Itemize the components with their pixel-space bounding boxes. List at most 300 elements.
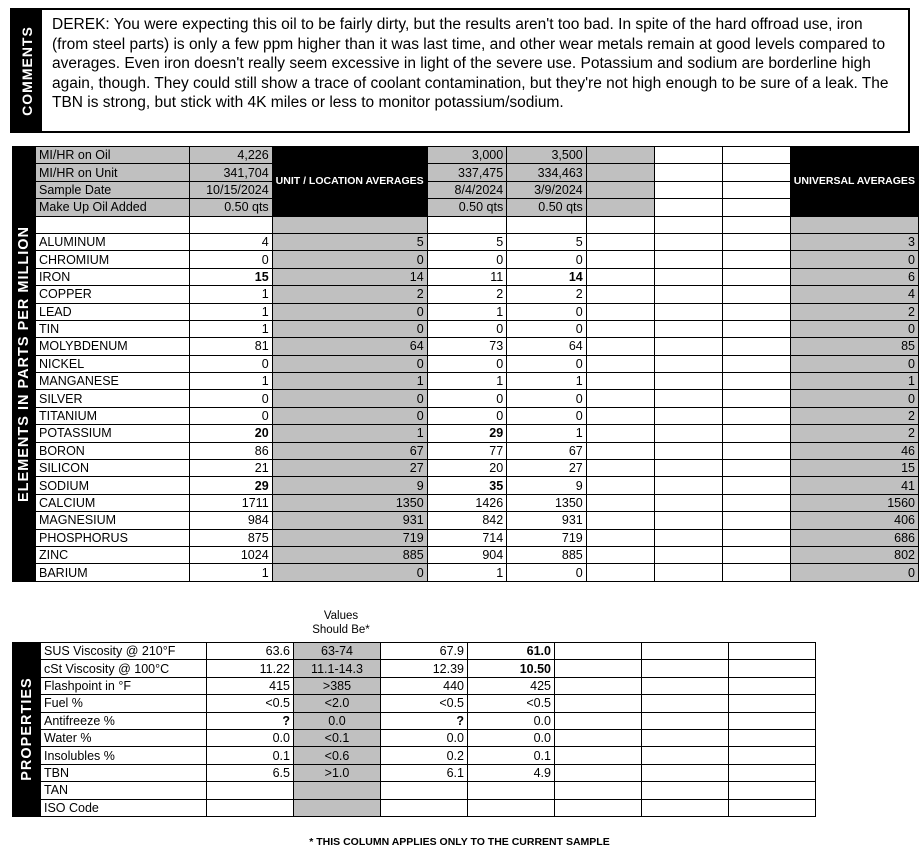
element-empty xyxy=(586,233,654,250)
element-sample-2: 1 xyxy=(507,425,587,442)
element-current: 1 xyxy=(189,373,272,390)
property-empty xyxy=(555,747,642,764)
property-empty xyxy=(729,677,816,694)
element-empty xyxy=(654,338,722,355)
element-sample-2: 5 xyxy=(507,233,587,250)
property-should-be: >385 xyxy=(294,677,381,694)
header-row xyxy=(13,164,919,181)
element-unit-average: 14 xyxy=(272,268,427,285)
element-row xyxy=(13,512,919,529)
element-unit-average: 719 xyxy=(272,529,427,546)
element-unit-average: 1 xyxy=(272,373,427,390)
element-unit-average: 67 xyxy=(272,442,427,459)
property-empty xyxy=(642,712,729,729)
element-sample-1: 1 xyxy=(427,303,507,320)
header-sample-1: 3,000 xyxy=(427,147,507,164)
property-name: Insolubles % xyxy=(41,747,207,764)
element-sample-1: 0 xyxy=(427,407,507,424)
element-current: 1711 xyxy=(189,494,272,511)
element-sample-2: 27 xyxy=(507,460,587,477)
element-row xyxy=(13,251,919,268)
element-empty xyxy=(722,407,790,424)
element-empty xyxy=(654,512,722,529)
property-current: <0.5 xyxy=(207,695,294,712)
property-name: ISO Code xyxy=(41,799,207,816)
spacer-row xyxy=(13,216,919,233)
element-sample-2: 64 xyxy=(507,338,587,355)
element-unit-average: 2 xyxy=(272,286,427,303)
element-row xyxy=(13,494,919,511)
property-empty xyxy=(555,799,642,816)
element-empty xyxy=(586,251,654,268)
element-row xyxy=(13,320,919,337)
property-sample-2 xyxy=(468,799,555,816)
element-current: 1 xyxy=(189,320,272,337)
element-sample-1: 20 xyxy=(427,460,507,477)
element-sample-1: 11 xyxy=(427,268,507,285)
header-sample-2: 334,463 xyxy=(507,164,587,181)
element-row xyxy=(13,303,919,320)
element-universal-average: 1560 xyxy=(790,494,918,511)
element-row xyxy=(13,407,919,424)
property-sample-1: ? xyxy=(381,712,468,729)
header-empty xyxy=(654,164,722,181)
element-sample-2: 67 xyxy=(507,442,587,459)
property-sample-2: 425 xyxy=(468,677,555,694)
property-empty xyxy=(555,660,642,677)
property-name: Fuel % xyxy=(41,695,207,712)
element-empty xyxy=(722,546,790,563)
element-empty xyxy=(722,320,790,337)
element-empty xyxy=(654,425,722,442)
element-empty xyxy=(654,442,722,459)
element-empty xyxy=(586,355,654,372)
property-row xyxy=(13,695,816,712)
elements-sidebar xyxy=(13,147,36,582)
element-current: 875 xyxy=(189,529,272,546)
element-empty xyxy=(722,268,790,285)
property-should-be: <0.6 xyxy=(294,747,381,764)
element-unit-average: 64 xyxy=(272,338,427,355)
element-universal-average: 406 xyxy=(790,512,918,529)
element-sample-1: 5 xyxy=(427,233,507,250)
element-empty xyxy=(586,460,654,477)
element-empty xyxy=(586,477,654,494)
property-current: 0.0 xyxy=(207,729,294,746)
property-sample-1: 0.0 xyxy=(381,729,468,746)
element-empty xyxy=(722,286,790,303)
element-empty xyxy=(654,268,722,285)
property-current: ? xyxy=(207,712,294,729)
property-empty xyxy=(555,643,642,660)
element-current: 0 xyxy=(189,390,272,407)
spacer-cell xyxy=(189,216,272,233)
property-sample-2: 10.50 xyxy=(468,660,555,677)
element-empty xyxy=(722,512,790,529)
property-empty xyxy=(555,764,642,781)
property-sample-2 xyxy=(468,782,555,799)
element-row xyxy=(13,338,919,355)
header-empty xyxy=(722,181,790,198)
header-empty xyxy=(654,199,722,216)
element-unit-average: 0 xyxy=(272,564,427,581)
element-name: BORON xyxy=(36,442,190,459)
property-name: SUS Viscosity @ 210°F xyxy=(41,643,207,660)
element-row xyxy=(13,355,919,372)
element-sample-1: 0 xyxy=(427,251,507,268)
property-name: TAN xyxy=(41,782,207,799)
element-empty xyxy=(586,512,654,529)
header-empty xyxy=(654,181,722,198)
element-universal-average: 41 xyxy=(790,477,918,494)
property-empty xyxy=(642,747,729,764)
element-sample-1: 1 xyxy=(427,373,507,390)
element-unit-average: 0 xyxy=(272,390,427,407)
element-name: LEAD xyxy=(36,303,190,320)
property-empty xyxy=(642,643,729,660)
header-row xyxy=(13,199,919,216)
property-empty xyxy=(642,677,729,694)
element-universal-average: 4 xyxy=(790,286,918,303)
property-empty xyxy=(555,712,642,729)
element-universal-average: 6 xyxy=(790,268,918,285)
property-current: 11.22 xyxy=(207,660,294,677)
property-should-be: 11.1-14.3 xyxy=(294,660,381,677)
element-row xyxy=(13,373,919,390)
property-row xyxy=(13,677,816,694)
element-empty xyxy=(586,268,654,285)
element-empty xyxy=(586,407,654,424)
property-row xyxy=(13,764,816,781)
property-sample-2: 4.9 xyxy=(468,764,555,781)
header-current: 341,704 xyxy=(189,164,272,181)
property-empty xyxy=(642,764,729,781)
element-name: SILICON xyxy=(36,460,190,477)
element-sample-1: 77 xyxy=(427,442,507,459)
element-unit-average: 27 xyxy=(272,460,427,477)
header-sample-2: 0.50 qts xyxy=(507,199,587,216)
property-empty xyxy=(729,712,816,729)
element-current: 15 xyxy=(189,268,272,285)
element-empty xyxy=(654,303,722,320)
property-name: Flashpoint in °F xyxy=(41,677,207,694)
properties-sidebar xyxy=(13,643,41,817)
element-sample-1: 73 xyxy=(427,338,507,355)
spacer-cell xyxy=(427,216,507,233)
element-unit-average: 0 xyxy=(272,407,427,424)
element-universal-average: 0 xyxy=(790,390,918,407)
element-name: COPPER xyxy=(36,286,190,303)
property-empty xyxy=(642,782,729,799)
spacer-cell xyxy=(272,216,427,233)
element-empty xyxy=(586,494,654,511)
property-current xyxy=(207,799,294,816)
values-should-be-label: Values Should Be* xyxy=(312,610,370,636)
element-universal-average: 2 xyxy=(790,425,918,442)
element-empty xyxy=(654,546,722,563)
element-universal-average: 1 xyxy=(790,373,918,390)
header-empty xyxy=(586,181,654,198)
element-universal-average: 2 xyxy=(790,407,918,424)
element-empty xyxy=(722,477,790,494)
element-empty xyxy=(722,390,790,407)
element-empty xyxy=(586,303,654,320)
spacer-cell xyxy=(586,216,654,233)
element-unit-average: 0 xyxy=(272,355,427,372)
element-row xyxy=(13,268,919,285)
property-should-be: <2.0 xyxy=(294,695,381,712)
element-name: ZINC xyxy=(36,546,190,563)
property-name: cSt Viscosity @ 100°C xyxy=(41,660,207,677)
property-empty xyxy=(729,747,816,764)
element-name: BARIUM xyxy=(36,564,190,581)
property-sample-2: 0.0 xyxy=(468,712,555,729)
element-empty xyxy=(654,251,722,268)
property-row xyxy=(13,643,816,660)
header-current: 10/15/2024 xyxy=(189,181,272,198)
property-row xyxy=(13,660,816,677)
property-empty xyxy=(555,695,642,712)
element-empty xyxy=(722,529,790,546)
element-universal-average: 0 xyxy=(790,355,918,372)
element-row xyxy=(13,425,919,442)
element-name: CALCIUM xyxy=(36,494,190,511)
element-row xyxy=(13,546,919,563)
header-row xyxy=(13,181,919,198)
element-current: 0 xyxy=(189,355,272,372)
element-current: 984 xyxy=(189,512,272,529)
element-sample-1: 1426 xyxy=(427,494,507,511)
element-row xyxy=(13,442,919,459)
element-universal-average: 686 xyxy=(790,529,918,546)
element-unit-average: 885 xyxy=(272,546,427,563)
property-empty xyxy=(729,799,816,816)
elements-table xyxy=(12,146,919,582)
element-empty xyxy=(654,233,722,250)
header-sample-2: 3/9/2024 xyxy=(507,181,587,198)
element-universal-average: 0 xyxy=(790,320,918,337)
property-empty xyxy=(729,764,816,781)
element-row xyxy=(13,529,919,546)
element-empty xyxy=(586,320,654,337)
element-empty xyxy=(722,338,790,355)
property-sample-2: 61.0 xyxy=(468,643,555,660)
element-empty xyxy=(654,390,722,407)
header-label: MI/HR on Oil xyxy=(36,147,190,164)
element-sample-2: 931 xyxy=(507,512,587,529)
element-name: MAGNESIUM xyxy=(36,512,190,529)
element-sample-1: 842 xyxy=(427,512,507,529)
element-name: TITANIUM xyxy=(36,407,190,424)
element-unit-average: 5 xyxy=(272,233,427,250)
element-name: SILVER xyxy=(36,390,190,407)
element-sample-1: 714 xyxy=(427,529,507,546)
element-sample-1: 1 xyxy=(427,564,507,581)
property-should-be xyxy=(294,782,381,799)
property-empty xyxy=(729,660,816,677)
element-universal-average: 0 xyxy=(790,251,918,268)
property-sample-2: 0.1 xyxy=(468,747,555,764)
property-empty xyxy=(729,782,816,799)
element-empty xyxy=(586,529,654,546)
element-row xyxy=(13,564,919,581)
header-empty xyxy=(722,164,790,181)
element-current: 1 xyxy=(189,303,272,320)
element-current: 1024 xyxy=(189,546,272,563)
property-sample-2: 0.0 xyxy=(468,729,555,746)
element-sample-1: 0 xyxy=(427,390,507,407)
element-sample-1: 35 xyxy=(427,477,507,494)
element-universal-average: 3 xyxy=(790,233,918,250)
spacer-cell xyxy=(722,216,790,233)
element-sample-2: 9 xyxy=(507,477,587,494)
element-name: MANGANESE xyxy=(36,373,190,390)
element-sample-2: 885 xyxy=(507,546,587,563)
element-sample-2: 2 xyxy=(507,286,587,303)
header-empty xyxy=(586,147,654,164)
element-empty xyxy=(586,286,654,303)
property-empty xyxy=(555,782,642,799)
property-current: 415 xyxy=(207,677,294,694)
property-sample-1: 12.39 xyxy=(381,660,468,677)
element-empty xyxy=(722,251,790,268)
property-sample-1: 6.1 xyxy=(381,764,468,781)
element-empty xyxy=(654,407,722,424)
elements-section xyxy=(12,146,919,582)
element-row xyxy=(13,286,919,303)
comments-sidebar: COMMENTS xyxy=(12,10,42,131)
header-sample-1: 8/4/2024 xyxy=(427,181,507,198)
element-unit-average: 0 xyxy=(272,303,427,320)
property-should-be: 0.0 xyxy=(294,712,381,729)
universal-averages-header: UNIVERSAL AVERAGES xyxy=(790,147,918,217)
property-current: 6.5 xyxy=(207,764,294,781)
element-empty xyxy=(586,564,654,581)
spacer-cell xyxy=(790,216,918,233)
element-current: 20 xyxy=(189,425,272,442)
element-sample-2: 0 xyxy=(507,320,587,337)
element-sample-2: 0 xyxy=(507,303,587,320)
header-sample-1: 337,475 xyxy=(427,164,507,181)
element-name: ALUMINUM xyxy=(36,233,190,250)
header-label: Make Up Oil Added xyxy=(36,199,190,216)
element-unit-average: 0 xyxy=(272,251,427,268)
element-universal-average: 15 xyxy=(790,460,918,477)
element-empty xyxy=(586,338,654,355)
element-empty xyxy=(654,564,722,581)
element-name: MOLYBDENUM xyxy=(36,338,190,355)
element-sample-2: 1350 xyxy=(507,494,587,511)
spacer-cell xyxy=(654,216,722,233)
element-empty xyxy=(654,477,722,494)
property-empty xyxy=(642,660,729,677)
element-unit-average: 9 xyxy=(272,477,427,494)
element-unit-average: 1 xyxy=(272,425,427,442)
comments-box xyxy=(10,8,910,133)
property-should-be: <0.1 xyxy=(294,729,381,746)
property-row xyxy=(13,729,816,746)
property-row xyxy=(13,712,816,729)
element-empty xyxy=(586,390,654,407)
element-empty xyxy=(654,494,722,511)
element-name: PHOSPHORUS xyxy=(36,529,190,546)
element-empty xyxy=(654,320,722,337)
element-sample-1: 29 xyxy=(427,425,507,442)
property-sample-2: <0.5 xyxy=(468,695,555,712)
header-current: 4,226 xyxy=(189,147,272,164)
element-name: POTASSIUM xyxy=(36,425,190,442)
element-empty xyxy=(586,546,654,563)
header-empty xyxy=(654,147,722,164)
element-sample-1: 0 xyxy=(427,320,507,337)
element-empty xyxy=(722,233,790,250)
spacer-cell xyxy=(36,216,190,233)
element-empty xyxy=(722,303,790,320)
property-should-be: 63-74 xyxy=(294,643,381,660)
property-empty xyxy=(642,695,729,712)
header-empty xyxy=(586,164,654,181)
property-name: TBN xyxy=(41,764,207,781)
element-sample-2: 0 xyxy=(507,251,587,268)
element-current: 1 xyxy=(189,286,272,303)
property-name: Water % xyxy=(41,729,207,746)
element-empty xyxy=(654,355,722,372)
element-empty xyxy=(654,460,722,477)
elements-sidebar-label: ELEMENTS IN PARTS PER MILLION xyxy=(16,225,32,502)
property-empty xyxy=(642,729,729,746)
element-empty xyxy=(654,286,722,303)
property-should-be xyxy=(294,799,381,816)
property-sample-1: 0.2 xyxy=(381,747,468,764)
element-sample-2: 0 xyxy=(507,390,587,407)
header-empty xyxy=(586,199,654,216)
properties-section xyxy=(12,642,816,817)
property-current: 63.6 xyxy=(207,643,294,660)
header-label: MI/HR on Unit xyxy=(36,164,190,181)
element-current: 0 xyxy=(189,407,272,424)
property-current: 0.1 xyxy=(207,747,294,764)
header-sample-2: 3,500 xyxy=(507,147,587,164)
property-row xyxy=(13,747,816,764)
element-current: 4 xyxy=(189,233,272,250)
element-name: CHROMIUM xyxy=(36,251,190,268)
property-sample-1: 440 xyxy=(381,677,468,694)
element-empty xyxy=(722,442,790,459)
property-row xyxy=(13,799,816,816)
comments-text: DEREK: You were expecting this oil to be fairly dirty, but the results aren't too bad. In spite of the hard offroad use, iron (from steel parts) is only a few ppm higher than it was last time, and other wear metals remain at good levels compared to averages. Even iron doesn't really seem excessive in light of the severe use. Potassium and sodium are borderline high again, though. They could still show a trace of coolant contamination, but they're not high enough to be sure of a leak. The TBN is strong, but stick with 4K miles or less to monitor potassium/sodium. xyxy=(52,16,889,111)
footnote: * THIS COLUMN APPLIES ONLY TO THE CURRENT SAMPLE xyxy=(309,836,610,848)
element-unit-average: 1350 xyxy=(272,494,427,511)
element-empty xyxy=(654,373,722,390)
element-sample-1: 2 xyxy=(427,286,507,303)
element-sample-2: 719 xyxy=(507,529,587,546)
element-empty xyxy=(654,529,722,546)
element-sample-2: 0 xyxy=(507,407,587,424)
header-sample-1: 0.50 qts xyxy=(427,199,507,216)
element-sample-2: 0 xyxy=(507,355,587,372)
element-universal-average: 85 xyxy=(790,338,918,355)
element-empty xyxy=(586,442,654,459)
element-current: 86 xyxy=(189,442,272,459)
element-universal-average: 0 xyxy=(790,564,918,581)
element-name: TIN xyxy=(36,320,190,337)
property-empty xyxy=(729,695,816,712)
element-empty xyxy=(722,425,790,442)
property-current xyxy=(207,782,294,799)
element-empty xyxy=(722,494,790,511)
element-universal-average: 802 xyxy=(790,546,918,563)
element-current: 0 xyxy=(189,251,272,268)
